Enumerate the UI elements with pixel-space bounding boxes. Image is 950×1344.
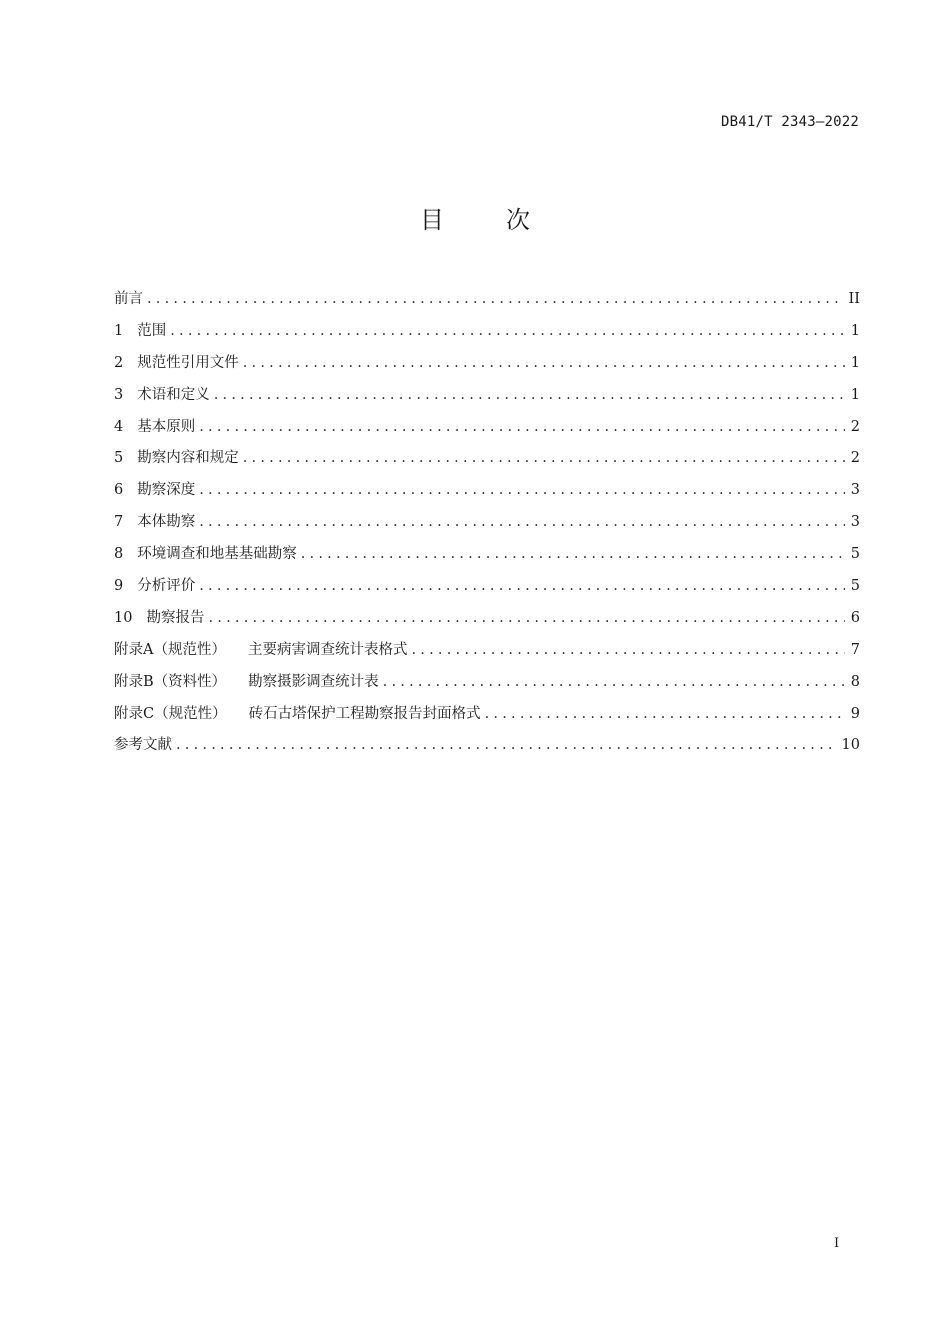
toc-entry-text: 本体勘察: [137, 514, 196, 531]
toc-entry-7[interactable]: [114, 507, 860, 539]
toc-entry-annex-a[interactable]: [114, 635, 860, 667]
toc-entry-references[interactable]: [114, 730, 860, 762]
toc-leader-dots: [199, 507, 845, 539]
toc-entry-number: 3: [114, 386, 124, 403]
toc-page-number: 5: [850, 578, 860, 595]
toc-entry-3[interactable]: [114, 380, 860, 412]
toc-leader-dots: [243, 348, 845, 380]
toc-leader-dots: [383, 667, 845, 699]
toc-list: [114, 284, 860, 762]
toc-entry-1[interactable]: [114, 316, 860, 348]
toc-entry-10[interactable]: [114, 603, 860, 635]
toc-entry-text: 术语和定义: [137, 386, 210, 403]
toc-leader-dots: [170, 316, 845, 348]
toc-page-number: 5: [850, 546, 860, 563]
toc-entry-text: 分析评价: [137, 578, 196, 595]
toc-entry-number: 5: [114, 450, 124, 467]
toc-entry-text: 砖石古塔保护工程勘察报告封面格式: [248, 705, 481, 722]
toc-page-number: 7: [850, 641, 860, 658]
toc-entry-2[interactable]: [114, 348, 860, 380]
toc-leader-dots: [411, 635, 844, 667]
toc-page-number: 3: [850, 482, 860, 499]
toc-annex-label: 附录C（规范性）: [114, 705, 227, 722]
toc-annex-label: 附录B（资料性）: [114, 673, 227, 690]
toc-entry-5[interactable]: [114, 443, 860, 475]
toc-entry-text: 环境调查和地基基础勘察: [137, 546, 297, 563]
toc-entry-annex-c[interactable]: [114, 699, 860, 731]
toc-entry-number: 9: [114, 578, 124, 595]
toc-leader-dots: [147, 284, 843, 316]
toc-page-number: 2: [850, 450, 860, 467]
toc-annex-label: 附录A（规范性）: [114, 641, 226, 658]
toc-entry-number: 7: [114, 514, 124, 531]
toc-page-number: 3: [850, 514, 860, 531]
toc-entry-foreword[interactable]: [114, 284, 860, 316]
toc-page-number: 1: [850, 386, 860, 403]
toc-entry-number: 4: [114, 418, 124, 435]
toc-entry-text: 主要病害调查统计表格式: [247, 641, 408, 658]
toc-page-number: 2: [850, 418, 860, 435]
toc-entry-text: 勘察深度: [137, 482, 196, 499]
toc-leader-dots: [199, 571, 845, 603]
toc-entry-8[interactable]: [114, 539, 860, 571]
toc-page-number: 9: [850, 705, 860, 722]
toc-page-number: 8: [850, 673, 860, 690]
toc-title: 目次: [420, 206, 592, 234]
toc-page-number: 6: [850, 609, 860, 626]
toc-page-number: 1: [850, 322, 860, 339]
toc-entry-number: 10: [114, 609, 133, 626]
toc-entry-number: 8: [114, 546, 124, 563]
toc-entry-text: 勘察摄影调查统计表: [248, 673, 379, 690]
toc-leader-dots: [214, 380, 845, 412]
toc-leader-dots: [176, 730, 836, 762]
toc-leader-dots: [199, 475, 845, 507]
toc-entry-text: 勘察内容和规定: [137, 450, 239, 467]
toc-entry-text: 范围: [137, 322, 167, 339]
toc-entry-annex-b[interactable]: [114, 667, 860, 699]
toc-leader-dots: [208, 603, 844, 635]
toc-page-number: II: [848, 291, 860, 307]
toc-entry-4[interactable]: [114, 412, 860, 444]
toc-leader-dots: [243, 443, 845, 475]
toc-entry-text: 基本原则: [137, 418, 196, 435]
toc-entry-number: 1: [114, 322, 124, 339]
toc-entry-6[interactable]: [114, 475, 860, 507]
toc-entry-text: 勘察报告: [146, 609, 205, 626]
toc-entry-text: 规范性引用文件: [137, 354, 239, 371]
toc-entry-text: 前言: [114, 291, 143, 307]
toc-entry-number: 2: [114, 354, 124, 371]
standard-number: DB41/T 2343—2022: [720, 114, 859, 130]
toc-leader-dots: [199, 412, 845, 444]
toc-leader-dots: [485, 699, 845, 731]
toc-entry-9[interactable]: [114, 571, 860, 603]
toc-entry-text: 参考文献: [114, 737, 172, 754]
toc-leader-dots: [301, 539, 845, 571]
toc-page-number: 1: [850, 354, 860, 371]
toc-entry-number: 6: [114, 482, 124, 499]
page-number: I: [834, 1236, 840, 1251]
toc-page-number: 10: [841, 737, 860, 754]
